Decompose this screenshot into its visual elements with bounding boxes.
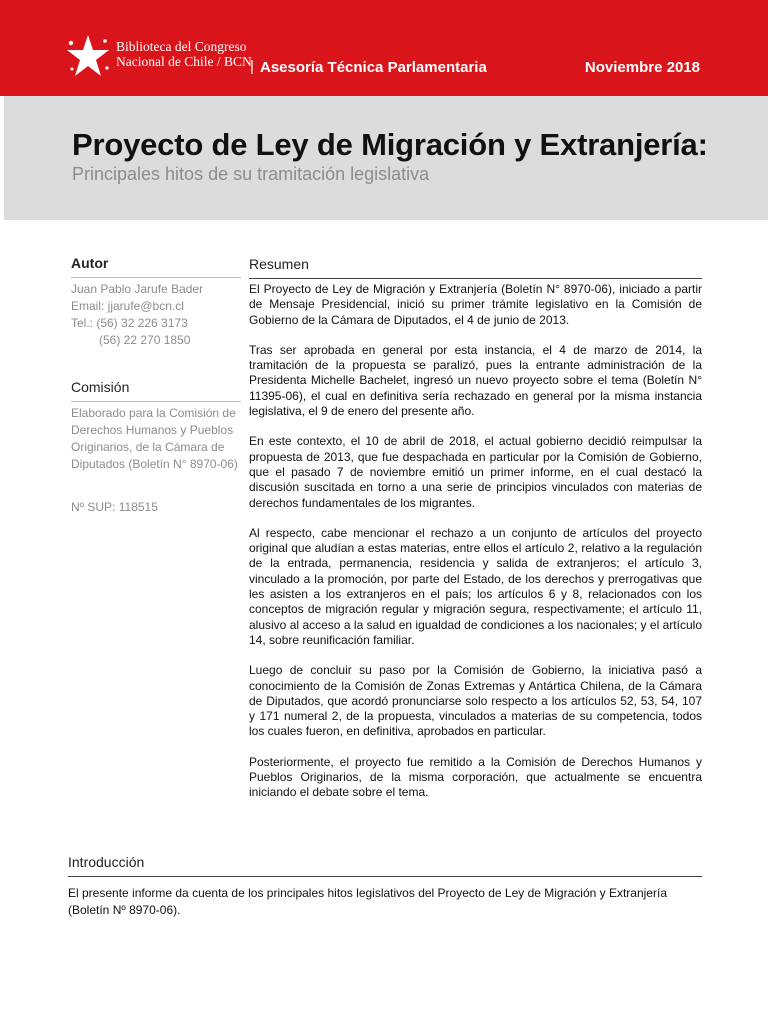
commission-text: Elaborado para la Comisión de Derechos Humanos y Pueblos Originarios, de la Cámara de Diputados (Boletín N° 8970-06) bbox=[71, 406, 238, 471]
summary-paragraph: Al respecto, cabe mencionar el rechazo a un conjunto de artículos del proyecto original que aludían a estas materias, entre ellos el artículo 2, relativo a la regulación de la entrada, permanencia, residencia y salida de extranjeros; el artículo 3, vinculado a la promoción, por parte del Estado, de los derechos y prerrogativas que les asisten a los extranjeros en el país; los artículos 6 y 8, relacionados con los conceptos de migración regular y migración segura, respectivamente; el artículo 11, alusivo al acceso a la salud en igualdad de condiciones a los nacionales; y el artículo 14, sobre reunificación familiar. bbox=[249, 525, 702, 647]
introduction-divider bbox=[68, 876, 702, 877]
summary-paragraph: Posteriormente, el proyecto fue remitido a la Comisión de Derechos Humanos y Pueblos Originarios, de la misma corporación, que actualmente se encuentra iniciando el debate sobre el tema. bbox=[249, 754, 702, 800]
author-email[interactable]: Email: jjarufe@bcn.cl bbox=[71, 299, 184, 313]
logo-line-2: Nacional de Chile / BCN bbox=[116, 54, 252, 69]
logo-line-1: Biblioteca del Congreso bbox=[116, 39, 247, 54]
header-separator: | bbox=[250, 58, 254, 75]
commission-heading: Comisión bbox=[71, 379, 130, 395]
commission-divider bbox=[71, 401, 241, 402]
introduction-text: El presente informe da cuenta de los principales hitos legislativos del Proyecto de Ley de Migración y Extranjería (Boletín Nº 8970-06). bbox=[68, 886, 667, 917]
introduction-heading: Introducción bbox=[68, 854, 145, 870]
summary-heading: Resumen bbox=[249, 256, 309, 272]
header-date: Noviembre 2018 bbox=[584, 59, 700, 76]
summary-paragraph: Tras ser aprobada en general por esta instancia, el 4 de marzo de 2014, la tramitación de la propuesta se paralizó, pues la entrante administración de la Presidenta Michelle Bachelet, ingresó un nuevo proyecto sobre el tema (Boletín N° 11395-06), el cual en definitiva sería rechazado en general por la misma instancia legislativa, el 9 de enero del presente año. bbox=[249, 342, 702, 419]
author-heading: Autor bbox=[71, 255, 109, 271]
header-bar bbox=[0, 0, 768, 96]
introduction-section bbox=[68, 854, 702, 919]
author-phone-2: (56) 22 270 1850 bbox=[99, 333, 191, 347]
sup-number: Nº SUP: 118515 bbox=[71, 500, 158, 514]
document-subtitle: Principales hitos de su tramitación legislativa bbox=[72, 164, 430, 184]
author-phone-1: Tel.: (56) 32 226 3173 bbox=[71, 316, 188, 330]
author-section bbox=[71, 255, 241, 349]
author-name: Juan Pablo Jarufe Bader bbox=[71, 282, 204, 296]
document-title: Proyecto de Ley de Migración y Extranjería: bbox=[72, 127, 708, 162]
summary-paragraph: Luego de concluir su paso por la Comisión de Gobierno, la iniciativa pasó a conocimiento de la Comisión de Zonas Extremas y Antártica Chilena, de la Cámara de Diputados, que acordó pronunciarse solo respecto a los artículos 52, 53, 54, 107 y 171 numeral 2, de la propuesta, vinculados a materias de su competencia, todos los cuales fueron, en definitiva, aprobados en particular. bbox=[249, 663, 702, 739]
author-divider bbox=[71, 277, 241, 278]
header-unit-name: Asesoría Técnica Parlamentaria bbox=[260, 59, 487, 76]
summary-section bbox=[249, 256, 702, 816]
bcn-logo-text bbox=[116, 39, 252, 69]
summary-paragraph: En este contexto, el 10 de abril de 2018, el actual gobierno decidió reimpulsar la propuesta de 2013, que fue despachada en particular por la Comisión de Gobierno, que el pasado 7 de noviembre emitió un primer informe, en el cual destacó la discusión suscitada en torno a una serie de principios vinculados con materias de derechos fundamentales de los migrantes. bbox=[249, 434, 702, 510]
bcn-star-logo-icon bbox=[66, 33, 110, 79]
summary-paragraph: El Proyecto de Ley de Migración y Extranjería (Boletín N° 8970-06), iniciado a partir de Mensaje Presidencial, inició su primer trámite legislativo en la Comisión de Gobierno de la Cámara de Diputados, el 4 de junio de 2013. bbox=[249, 282, 702, 327]
commission-section bbox=[71, 379, 241, 516]
summary-divider bbox=[249, 278, 702, 279]
